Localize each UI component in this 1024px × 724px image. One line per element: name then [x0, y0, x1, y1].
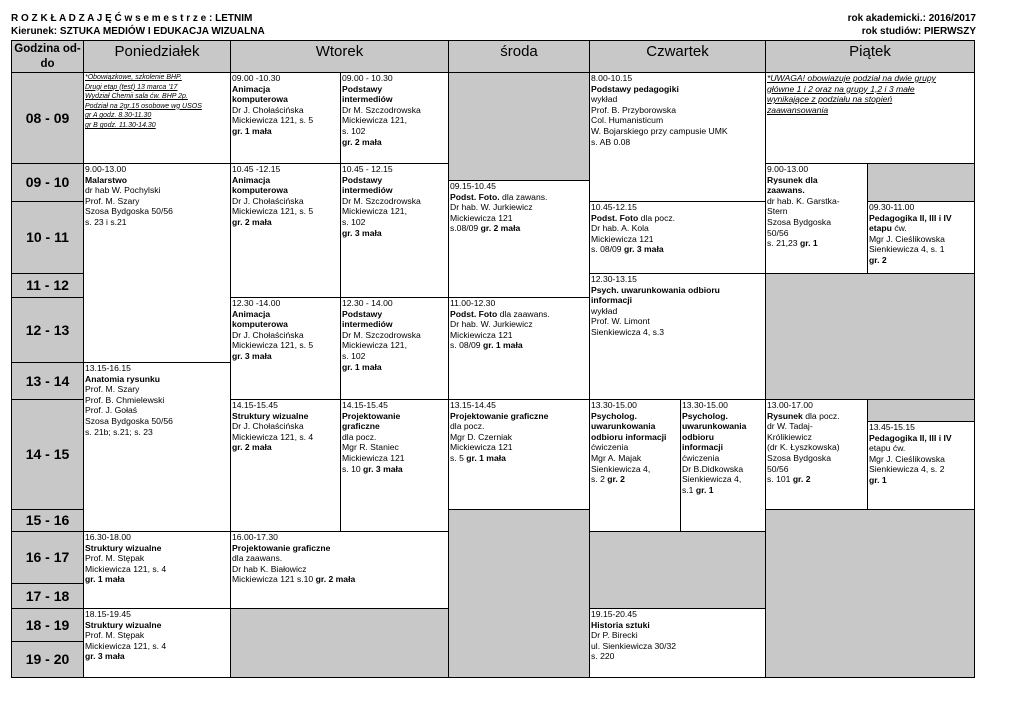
empty-slot [868, 164, 974, 202]
class-anatomia-rysunku: 13.15-16.15 Anatomia rysunku Prof. M. Szary Prof. B. Chmielewski Prof. J. Gołaś Szosa Bydgoska 50/56 s. 21b; s.21; s. 23 [84, 363, 231, 532]
class-podst-foto-zaawans-gr2: 09.15-10.45 Podst. Foto. dla zawans. Dr hab. W. Jurkiewicz Mickiewicza 121 s.08/09 gr. 2 mała [449, 181, 590, 298]
empty-slot [766, 510, 974, 677]
column-header-hours: Godzina od-do [12, 41, 84, 73]
empty-slot [766, 274, 974, 400]
column-header-thursday: Czwartek [590, 41, 766, 73]
hour-cell: 09 - 10 [12, 164, 84, 202]
hour-cell: 19 - 20 [12, 642, 84, 677]
class-intermedia-gr2: 09.00 - 10.30 Podstawy intermediów Dr M. Szczodrowska Mickiewicza 121, s. 102 gr. 2 mała [341, 73, 449, 164]
hour-cell: 15 - 16 [12, 510, 84, 532]
schedule-table [11, 40, 975, 678]
hour-cell: 18 - 19 [12, 609, 84, 642]
class-animacja-gr3: 12.30 -14.00 Animacja komputerowa Dr J. Chołaścińska Mickiewicza 121, s. 5 gr. 3 mała [231, 298, 341, 400]
class-historia-sztuki: 19.15-20.45 Historia sztuki Dr P. Birecki ul. Sienkiewicza 30/32 s. 220 [590, 609, 766, 677]
academic-year: rok akademicki.: 2016/2017 [847, 13, 976, 24]
class-pedagogika-gr2: 09.30-11.00 Pedagogika II, III i IV etapu ćw. Mgr J. Cieślikowska Sienkiewicza 4, s. 1 gr. 2 [868, 202, 974, 274]
empty-slot [231, 609, 449, 677]
class-psycholog-cwiczenia-gr2: 13.30-15.00 Psycholog. uwarunkowania odbioru informacji ćwiczenia Mgr A. Majak Sienkiewicza 4, s. 2 gr. 2 [590, 400, 681, 532]
monday-bhp-note: *Obowiązkowe, szkolenie BHP. Drugi etap (test) 13 marca '17 Wydział Chemii sala ćw. BHP 2p. Podział na 2gr.15 osobowe wg USOS gr A godz. 8.30-11.30 gr B godz. 11.30-14.30 [84, 73, 231, 164]
hour-cell: 13 - 14 [12, 363, 84, 400]
field-of-study: Kierunek: SZTUKA MEDIÓW I EDUKACJA WIZUALNA [11, 26, 265, 37]
empty-slot [868, 400, 974, 422]
column-header-tuesday: Wtorek [231, 41, 449, 73]
empty-slot [449, 510, 590, 677]
class-projektowanie-graficzne-gr3: 14.15-15.45 Projektowanie graficzne dla pocz. Mgr R. Staniec Mickiewicza 121 s. 10 gr. 3 mała [341, 400, 449, 532]
schedule-title: R O Z K Ł A D Z A J Ę Ć w s e m e s t r z e : LETNIM [11, 13, 253, 24]
class-intermedia-gr3: 10.45 - 12.15 Podstawy intermediów Dr M. Szczodrowska Mickiewicza 121, s. 102 gr. 3 mała [341, 164, 449, 298]
hour-cell: 08 - 09 [12, 73, 84, 164]
empty-slot [590, 532, 766, 609]
class-animacja-gr1: 09.00 -10.30 Animacja komputerowa Dr J. Chołaścińska Mickiewicza 121, s. 5 gr. 1 mała [231, 73, 341, 164]
class-pedagogika-gr1: 13.45-15.15 Pedagogika II, III i IV etapu ćw. Mgr J. Cieślikowska Sienkiewicza 4, s. 2 gr. 1 [868, 422, 974, 510]
hour-cell: 10 - 11 [12, 202, 84, 274]
class-struktury-wizualne-gr2: 14.15-15.45 Struktury wizualne Dr J. Chołaścińska Mickiewicza 121, s. 4 gr. 2 mała [231, 400, 341, 532]
class-podst-foto-zaawans-gr1: 11.00-12.30 Podst. Foto dla zaawans. Dr hab. W. Jurkiewicz Mickiewicza 121 s. 08/09 gr. 1 mała [449, 298, 590, 400]
study-year: rok studiów: PIERWSZY [861, 26, 976, 37]
class-projektowanie-graficzne-gr1: 13.15-14.45 Projektowanie graficzne dla pocz. Mgr D. Czerniak Mickiewicza 121 s. 5 gr. 1 mała [449, 400, 590, 510]
column-header-friday: Piątek [766, 41, 974, 73]
class-rysunek-pocz-gr2: 13.00-17.00 Rysunek dla pocz. dr W. Tadaj- Królikiewicz (dr K. Łyszkowska) Szosa Bydgoska 50/56 s. 101 gr. 2 [766, 400, 868, 510]
hour-cell: 12 - 13 [12, 298, 84, 363]
hour-cell: 16 - 17 [12, 532, 84, 584]
empty-slot [449, 73, 590, 181]
class-struktury-wizualne-gr3: 18.15-19.45 Struktury wizualne Prof. M. Stępak Mickiewicza 121, s. 4 gr. 3 mała [84, 609, 231, 677]
class-podst-foto-pocz-gr3: 10.45-12.15 Podst. Foto dla pocz. Dr hab. A. Kola Mickiewicza 121 s. 08/09 gr. 3 mała [590, 202, 766, 274]
class-psycholog-cwiczenia-gr1: 13.30-15.00 Psycholog. uwarunkowania odbioru informacji ćwiczenia Dr B.Didkowska Sienkiewicza 4, s.1 gr. 1 [681, 400, 766, 532]
hour-cell: 17 - 18 [12, 584, 84, 609]
hour-cell: 11 - 12 [12, 274, 84, 298]
class-rysunek-zaawans-gr1: 9.00-13.00 Rysunek dla zaawans. dr hab. K. Garstka- Stern Szosa Bydgoska 50/56 s. 21,23 gr. 1 [766, 164, 868, 274]
class-struktury-wizualne-gr1: 16.30-18.00 Struktury wizualne Prof. M. Stępak Mickiewicza 121, s. 4 gr. 1 mała [84, 532, 231, 609]
class-intermedia-gr1: 12.30 - 14.00 Podstawy intermediów Dr M. Szczodrowska Mickiewicza 121, s. 102 gr. 1 mała [341, 298, 449, 400]
class-animacja-gr2: 10.45 -12.15 Animacja komputerowa Dr J. Chołaścińska Mickiewicza 121, s. 5 gr. 2 mała [231, 164, 341, 298]
column-header-monday: Poniedziałek [84, 41, 231, 73]
class-podstawy-pedagogiki: 8.00-10.15 Podstawy pedagogiki wykład Prof. B. Przyborowska Col. Humanisticum W. Bojarskiego przy campusie UMK s. AB 0.08 [590, 73, 766, 202]
friday-group-note: *UWAGA! obowiazuje podział na dwie grupy główne 1 i 2 oraz na grupy 1,2 i 3 małe wynikające z podziału na stopień zaawansowania [766, 73, 974, 164]
class-psych-uwarunkowania-wyklad: 12.30-13.15 Psych. uwarunkowania odbioru informacji wykład Prof. W. Limont Sienkiewicza 4, s.3 [590, 274, 766, 400]
class-malarstwo: 9.00-13.00 Malarstwo dr hab W. Pochylski Prof. M. Szary Szosa Bydgoska 50/56 s. 23 i s.21 [84, 164, 231, 363]
class-projektowanie-graficzne-gr2: 16.00-17.30 Projektowanie graficzne dla zaawans. Dr hab K. Białowicz Mickiewicza 121 s.10 gr. 2 mała [231, 532, 449, 609]
column-header-wednesday: środa [449, 41, 590, 73]
hour-cell: 14 - 15 [12, 400, 84, 510]
